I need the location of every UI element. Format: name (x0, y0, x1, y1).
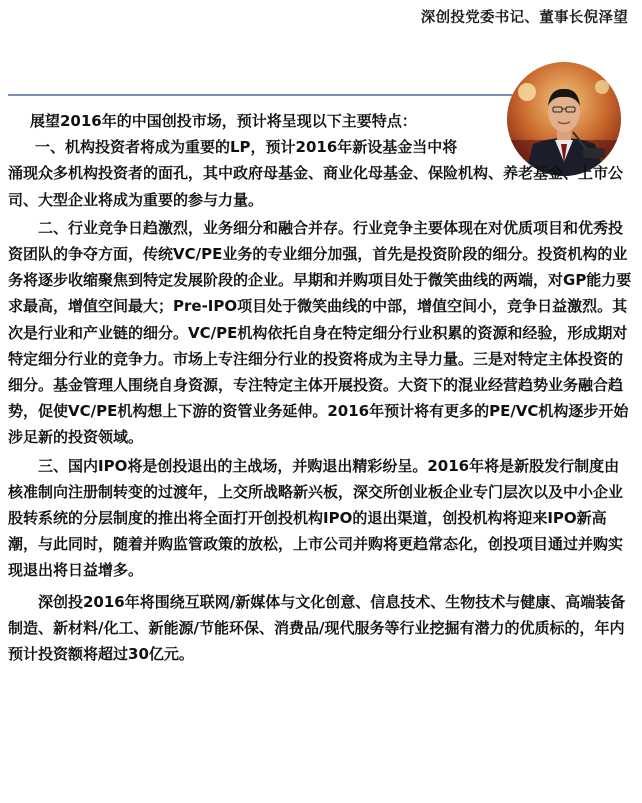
point-one-continuation: 涌现众多机构投资者的面孔，其中政府母基金、商业化母基金、保险机构、养老基金、上市公司、大型企业将成为重要的参与力量。 (8, 164, 624, 209)
header-divider (8, 94, 520, 96)
point-two-paragraph: 二、行业竞争日趋激烈，业务细分和融合并存。行业竞争主要体现在对优质项目和优秀投资团队的争夺方面，传统VC/PE业务的专业细分加强，首先是投资阶段的细分。投资机构的业务将逐步收缩聚焦到特定发展阶段的企业。早期和并购项目处于微笑曲线的两端，对GP能力要求最高，增值空间最大；Pre-IPO项目处于微笑曲线的中部，增值空间小，竞争日益激烈。其次是行业和产业链的细分。VC/PE机构依托自身在特定细分行业积累的资源和经验，形成期对特定细分行业的竞争力。市场上专注细分行业的投资将成为主导力量。三是对特定主体投资的细分。基金管理人围绕自身资源，专注特定主体开展投资。大资下的混业经营趋势业务融合趋势，促使VC/PE机构想上下游的资管业务延伸。2016年预计将有更多的PE/VC机构逐步开始涉足新的投资领域。 (8, 218, 632, 447)
intro-paragraph: 展望2016年的中国创投市场，预计将呈现以下主要特点： (30, 112, 417, 130)
point-three-paragraph: 三、国内IPO将是创投退出的主战场，并购退出精彩纷呈。2016年将是新股发行制度由核准制向注册制转变的过渡年，上交所战略新兴板，深交所创业板企业专门层次以及中小企业股转系统的分层制度的推出将全面打开创投机构IPO的退出渠道，创投机构将迎来IPO新高潮，与此同时，随着并购监管政策的放松，上市公司并购将更趋常态化，创投项目通过并购实现退出将日益增多。 (8, 456, 624, 580)
author-caption: 深创投党委书记、董事长倪泽望 (420, 10, 628, 26)
article-body (8, 108, 632, 667)
conclusion-paragraph: 深创投2016年将围绕互联网/新媒体与文化创意、信息技术、生物技术与健康、高端装备制造、新材料/化工、新能源/节能环保、消费品/现代服务等行业挖掘有潜力的优质标的，年内预计投资额将超过30亿元。 (8, 592, 626, 664)
point-one-first-line: 一、机构投资者将成为重要的LP，预计2016年新设基金当中将 (35, 138, 458, 157)
